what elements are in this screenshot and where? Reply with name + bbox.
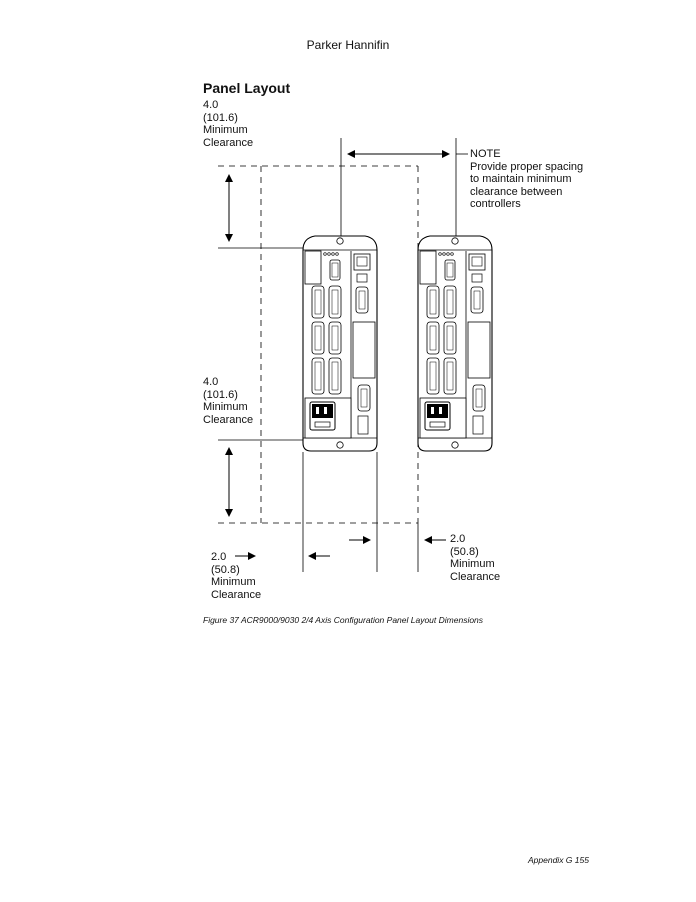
page-header: Parker Hannifin [306,38,390,52]
section-title: Panel Layout [203,80,291,96]
mid-clearance-label: 4.0 (101.6) Minimum Clearance [203,376,254,426]
spacing-note: NOTE Provide proper spacing to maintain minimum clearance between controllers [470,148,584,210]
top-clearance-label: 4.0 (101.6) Minimum Clearance [203,99,254,149]
controller-left [303,236,377,451]
right-side-clearance-label: 2.0 (50.8) Minimum Clearance [450,533,501,583]
figure-caption: Figure 37 ACR9000/9030 2/4 Axis Configuration Panel Layout Dimensions [203,615,484,625]
controller-right [418,236,492,451]
page-footer: Appendix G 155 [528,855,589,865]
left-side-clearance-label: 2.0 (50.8) Minimum Clearance [211,551,262,601]
